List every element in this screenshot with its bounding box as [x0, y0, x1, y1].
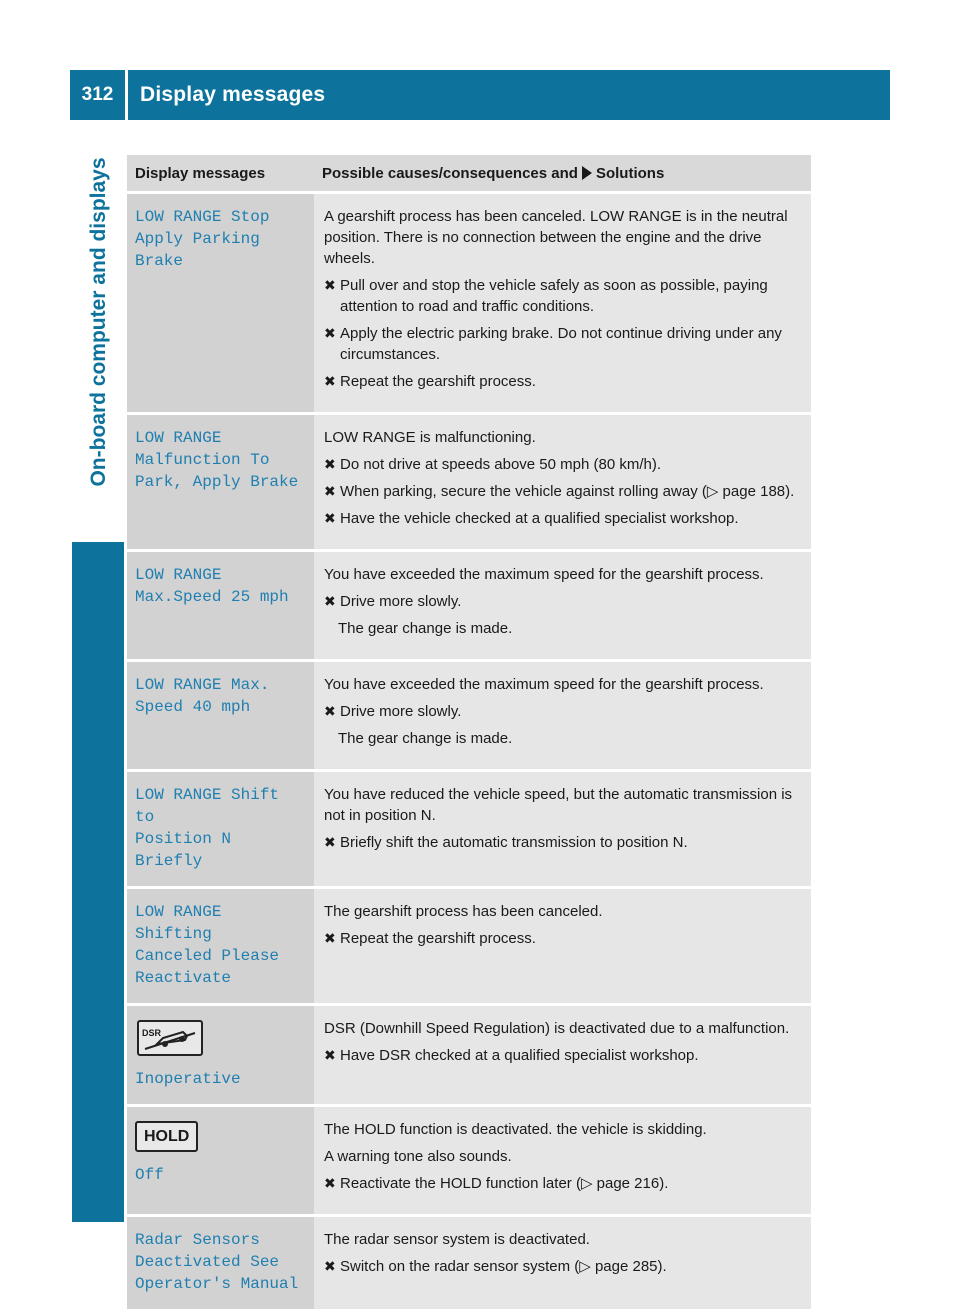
- solution-step: [324, 591, 803, 612]
- page-title: Display messages: [140, 83, 326, 106]
- step-marker-icon: ✖: [324, 1047, 336, 1063]
- message-cell: [127, 1005, 314, 1106]
- dsr-icon: [137, 1020, 203, 1056]
- solution-step: [324, 508, 803, 529]
- table-row: [127, 551, 811, 661]
- step-marker-icon: ✖: [324, 930, 336, 946]
- cause-text: A gearshift process has been canceled. LOW RANGE is in the neutral position. There is no connection between the engine and the drive wheels.: [324, 208, 788, 267]
- step-marker-icon: ✖: [324, 510, 336, 526]
- column-header-messages: Display messages: [127, 155, 314, 193]
- step-marker-icon: ✖: [324, 373, 336, 389]
- table-row: [127, 193, 811, 414]
- message-cell: [127, 661, 314, 771]
- table-row: [127, 888, 811, 1005]
- sidebar-tab: [74, 120, 124, 540]
- step-text: Switch on the radar sensor system (▷ page 285).: [340, 1258, 667, 1275]
- display-messages-table: [127, 155, 811, 1312]
- arrow-right-icon: [582, 166, 592, 180]
- step-text: Have DSR checked at a qualified specialist workshop.: [340, 1047, 699, 1064]
- column-header-solutions-text: Possible causes/consequences and: [322, 164, 578, 182]
- page-number: 312: [70, 70, 128, 120]
- display-message-text: LOW RANGE Max. Speed 40 mph: [135, 676, 270, 716]
- display-message-text: Inoperative: [135, 1070, 241, 1088]
- dsr-icon-label: DSR: [142, 1028, 162, 1038]
- message-cell: [127, 193, 314, 414]
- step-marker-icon: ✖: [324, 703, 336, 719]
- table-row: [127, 1216, 811, 1311]
- cause-text: You have reduced the vehicle speed, but the automatic transmission is not in position N.: [324, 786, 793, 824]
- solution-step: [324, 454, 803, 475]
- sidebar-label: On-board computer and displays: [87, 157, 110, 487]
- solution-step: [324, 371, 803, 392]
- step-text: Repeat the gearshift process.: [340, 373, 536, 390]
- step-marker-icon: ✖: [324, 325, 336, 341]
- cause-text: The gearshift process has been canceled.: [324, 903, 603, 920]
- display-message-text: LOW RANGE Stop Apply Parking Brake: [135, 208, 270, 270]
- cause-text: The HOLD function is deactivated. the vehicle is skidding.: [324, 1121, 707, 1138]
- step-text: Drive more slowly.: [340, 703, 462, 720]
- table-row: [127, 414, 811, 551]
- display-message-text: LOW RANGE Max.Speed 25 mph: [135, 566, 289, 606]
- solution-cell: [314, 1106, 811, 1216]
- result-text: The gear change is made.: [338, 730, 513, 747]
- table-row: [127, 661, 811, 771]
- solution-cell: [314, 1005, 811, 1106]
- page-header: [70, 70, 890, 120]
- message-cell: [127, 1216, 314, 1311]
- solution-step: [324, 832, 803, 853]
- display-message-text: LOW RANGE Shift to Position N Briefly: [135, 786, 280, 870]
- sidebar-color-bar: [72, 542, 124, 1222]
- message-cell: [127, 1106, 314, 1216]
- step-marker-icon: ✖: [324, 1175, 336, 1191]
- step-text: Apply the electric parking brake. Do not continue driving under any circumstances.: [340, 325, 782, 363]
- display-message-text: LOW RANGE Malfunction To Park, Apply Brake: [135, 429, 299, 491]
- vehicle-slope-graphic: [139, 1022, 201, 1054]
- solution-step: [324, 701, 803, 722]
- solution-step: [324, 323, 803, 365]
- step-text: Have the vehicle checked at a qualified specialist workshop.: [340, 510, 739, 527]
- step-marker-icon: ✖: [324, 456, 336, 472]
- step-marker-icon: ✖: [324, 593, 336, 609]
- cause-text: LOW RANGE is malfunctioning.: [324, 429, 536, 446]
- cause-text: The radar sensor system is deactivated.: [324, 1231, 590, 1248]
- cause-text: You have exceeded the maximum speed for the gearshift process.: [324, 566, 764, 583]
- solution-cell: [314, 414, 811, 551]
- step-text: Do not drive at speeds above 50 mph (80 km/h).: [340, 456, 662, 473]
- table-row: [127, 771, 811, 888]
- message-cell: [127, 414, 314, 551]
- column-header-solutions: [314, 155, 811, 193]
- table-row: [127, 1106, 811, 1216]
- step-marker-icon: ✖: [324, 834, 336, 850]
- hold-icon: HOLD: [135, 1121, 198, 1152]
- table-header-row: [127, 155, 811, 193]
- step-text: Briefly shift the automatic transmission to position N.: [340, 834, 688, 851]
- display-message-text: Radar Sensors Deactivated See Operator's Manual: [135, 1231, 299, 1293]
- solution-cell: [314, 551, 811, 661]
- solution-step: [324, 275, 803, 317]
- solution-cell: [314, 771, 811, 888]
- step-text: Reactivate the HOLD function later (▷ page 216).: [340, 1175, 669, 1192]
- solution-cell: [314, 1216, 811, 1311]
- step-marker-icon: ✖: [324, 1258, 336, 1274]
- result-text: The gear change is made.: [338, 620, 513, 637]
- display-message-text: Off: [135, 1166, 164, 1184]
- step-text: Repeat the gearshift process.: [340, 930, 536, 947]
- step-marker-icon: ✖: [324, 483, 336, 499]
- solution-step: [324, 481, 803, 502]
- solution-cell: [314, 661, 811, 771]
- cause-text: DSR (Downhill Speed Regulation) is deactivated due to a malfunction.: [324, 1020, 790, 1037]
- display-message-text: LOW RANGE Shifting Canceled Please Reactivate: [135, 903, 280, 987]
- solution-step: [324, 1173, 803, 1194]
- column-header-solutions-suffix: Solutions: [595, 164, 665, 182]
- cause-text: A warning tone also sounds.: [324, 1148, 512, 1165]
- message-cell: [127, 551, 314, 661]
- step-text: Drive more slowly.: [340, 593, 462, 610]
- step-text: Pull over and stop the vehicle safely as soon as possible, paying attention to road and traffic conditions.: [340, 277, 768, 315]
- solution-step: [324, 928, 803, 949]
- step-text: When parking, secure the vehicle against rolling away (▷ page 188).: [340, 483, 795, 500]
- solution-step: [324, 1045, 803, 1066]
- table-row: [127, 1005, 811, 1106]
- solution-cell: [314, 193, 811, 414]
- solution-cell: [314, 888, 811, 1005]
- solution-step: [324, 1256, 803, 1277]
- cause-text: You have exceeded the maximum speed for the gearshift process.: [324, 676, 764, 693]
- step-marker-icon: ✖: [324, 277, 336, 293]
- message-cell: [127, 771, 314, 888]
- message-cell: [127, 888, 314, 1005]
